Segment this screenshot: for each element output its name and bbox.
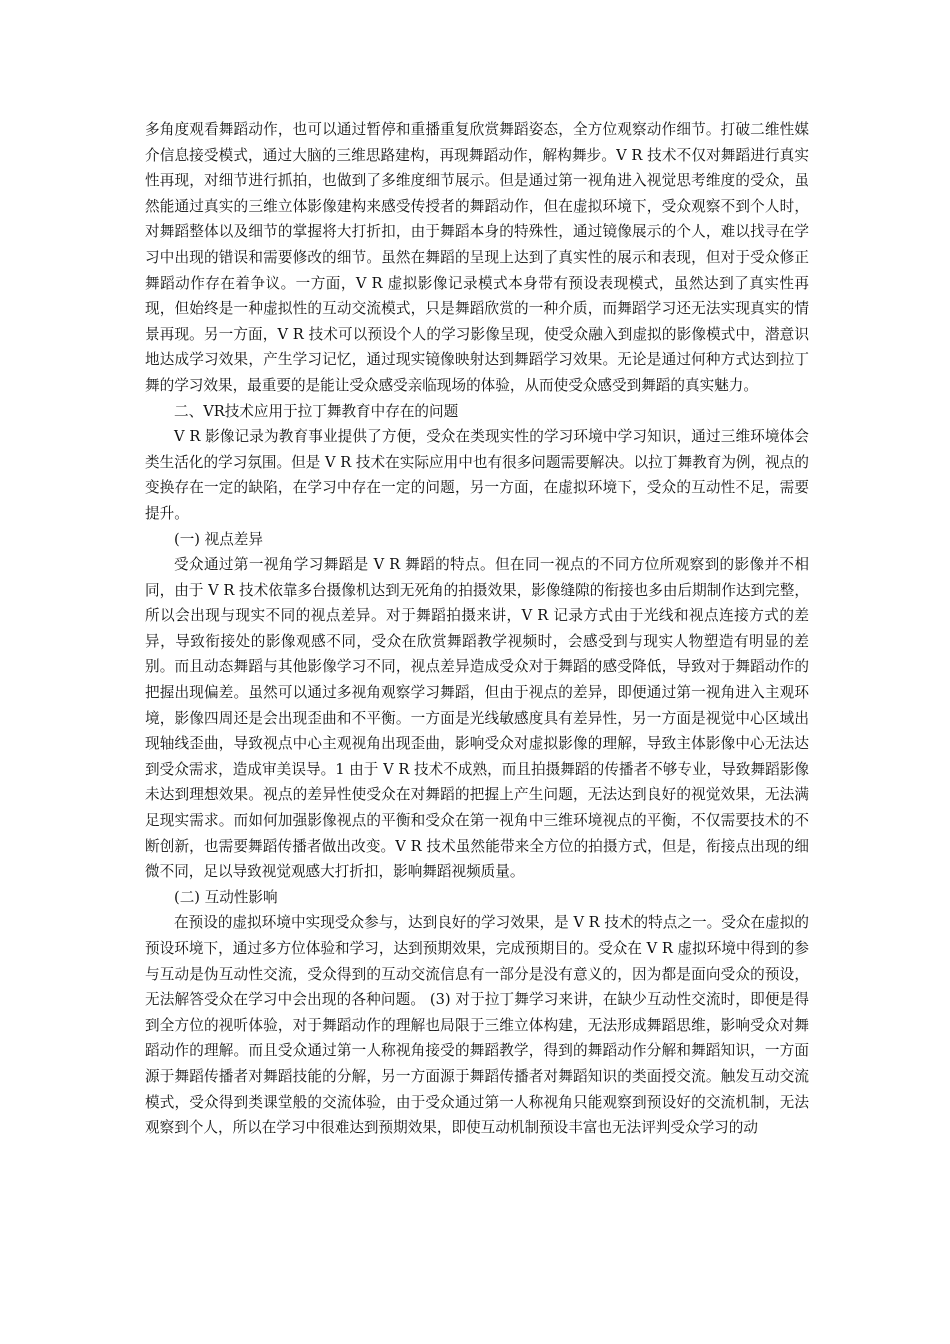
subsection-heading-interaction: (二) 互动性影响 [174, 888, 278, 906]
section-heading-2: 二、VR技术应用于拉丁舞教育中存在的问题 [174, 402, 459, 420]
body-paragraph-1: 多角度观看舞蹈动作，也可以通过暂停和重播重复欣赏舞蹈姿态，全方位观察动作细节。打破二维性媒介信息接受模式，通过大脑的三维思路建构，再现舞蹈动作，解构舞步。V R 技术不仅对舞蹈进行真实性再现，对细节进行抓拍，也做到了多维度细节展示。但是通过第一视角进入视觉思考维度的受众，虽然能通过真实的三维立体影像建构来感受传授者的舞蹈动作，但在虚拟环境下，受众观察不到个人时，对舞蹈整体以及细节的掌握将大打折扣，由于舞蹈本身的特殊性，通过镜像展示的个人，难以找寻在学习中出现的错误和需要修改的细节。虽然在舞蹈的呈现上达到了真实性的展示和表现，但对于受众修正舞蹈动作存在着争议。一方面，V R 虚拟影像记录模式本身带有预设表现模式，虽然达到了真实性再现，但始终是一种虚拟性的互动交流模式，只是舞蹈欣赏的一种介质，而舞蹈学习还无法实现真实的情景再现。另一方面，V R 技术可以预设个人的学习影像呈现，使受众融入到虚拟的影像模式中，潜意识地达成学习效果，产生学习记忆，通过现实镜像映射达到舞蹈学习效果。无论是通过何种方式达到拉丁舞的学习效果，最重要的是能让受众感受亲临现场的体验，从而使受众感受到舞蹈的真实魅力。 [145, 121, 809, 394]
body-paragraph-7: 在预设的虚拟环境中实现受众参与，达到良好的学习效果，是 V R 技术的特点之一。受众在虚拟的预设环境下，通过多方位体验和学习，达到预期效果，完成预期目的。受众在 V R 虚拟环境中得到的参与互动是伪互动性交流，受众得到的互动交流信息有一部分是没有意义的，因为都是面向受众的预设，无法解答受众在学习中会出现的各种问题。 (3) 对于拉丁舞学习来讲，在缺少互动性交流时，即便是得到全方位的视听体验，对于舞蹈动作的理解也局限于三维立体构建，无法形成舞蹈思维，影响受众对舞蹈动作的理解。而且受众通过第一人称视角接受的舞蹈教学，得到的舞蹈动作分解和舞蹈知识，一方面源于舞蹈传播者对舞蹈技能的分解，另一方面源于舞蹈传播者对舞蹈知识的类面授交流。触发互动交流模式，受众得到类课堂般的交流体验，由于受众通过第一人称视角只能观察到预设好的交流机制，无法观察到个人，所以在学习中很难达到预期效果，即使互动机制预设丰富也无法评判受众学习的动 [145, 914, 809, 1137]
body-paragraph-3: V R 影像记录为教育事业提供了方便，受众在类现实性的学习环境中学习知识，通过三维环境体会类生活化的学习氛围。但是 V R 技术在实际应用中也有很多问题需要解决。以拉丁舞教育为例，视点的变换存在一定的缺陷，在学习中存在一定的问题，另一方面，在虚拟环境下，受众的互动性不足，需要提升。 [145, 428, 809, 522]
body-paragraph-5: 受众通过第一视角学习舞蹈是 V R 舞蹈的特点。但在同一视点的不同方位所观察到的影像并不相同，由于 V R 技术依靠多台摄像机达到无死角的拍摄效果，影像缝隙的衔接也多由后期制作达到完整，所以会出现与现实不同的视点差异。对于舞蹈拍摄来讲，V R 记录方式由于光线和视点连接方式的差异，导致衔接处的影像观感不同，受众在欣赏舞蹈教学视频时，会感受到与现实人物塑造有明显的差别。而且动态舞蹈与其他影像学习不同，视点差异造成受众对于舞蹈的感受降低，导致对于舞蹈动作的把握出现偏差。虽然可以通过多视角观察学习舞蹈，但由于视点的差异，即便通过第一视角进入主观环境，影像四周还是会出现歪曲和不平衡。一方面是光线敏感度具有差异性，另一方面是视觉中心区域出现轴线歪曲，导致视点中心主观视角出现歪曲，影响受众对虚拟影像的理解，导致主体影像中心无法达到受众需求，造成审美误导。1 由于 V R 技术不成熟，而且拍摄舞蹈的传播者不够专业，导致舞蹈影像未达到理想效果。视点的差异性使受众在对舞蹈的把握上产生问题，无法达到良好的视觉效果，无法满足现实需求。而如何加强影像视点的平衡和受众在第一视角中三维环境视点的平衡，不仅需要技术的不断创新，也需要舞蹈传播者做出改变。V R 技术虽然能带来全方位的拍摄方式，但是，衔接点出现的细微不同，足以导致视觉观感大打折扣，影响舞蹈视频质量。 [145, 556, 809, 881]
document-page [145, 117, 809, 1141]
subsection-heading-viewpoint: (一) 视点差异 [174, 530, 263, 548]
